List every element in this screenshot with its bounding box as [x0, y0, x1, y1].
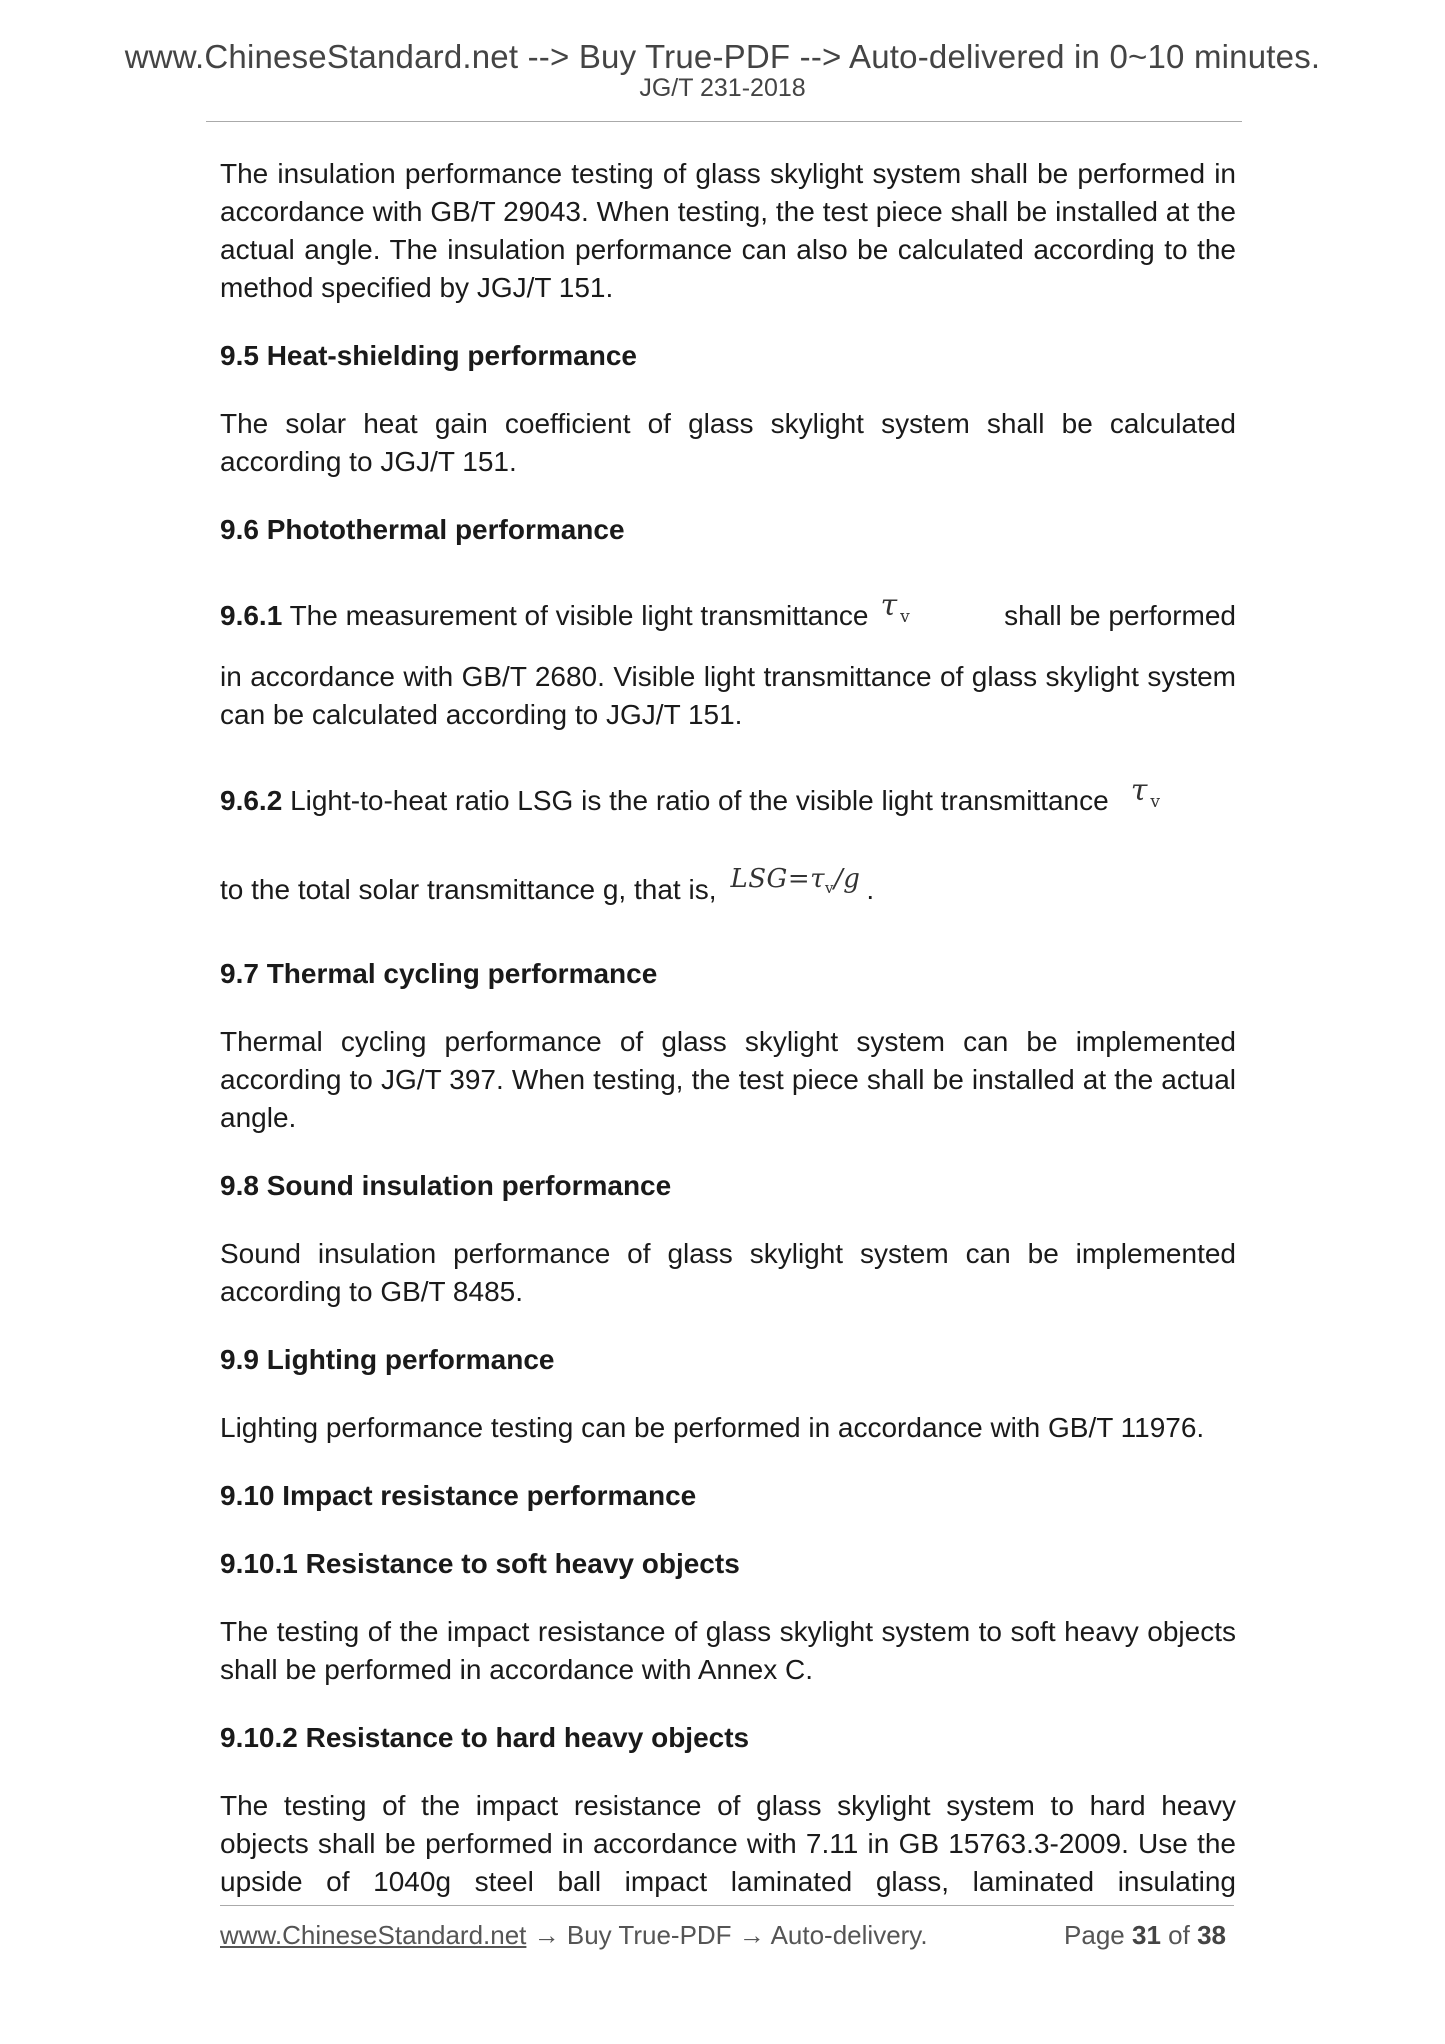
tau-v-symbol-2: τ $_v$	[1130, 773, 1160, 812]
clause-9-6-2-number: 9.6.2	[220, 785, 283, 816]
heading-9-5: 9.5 Heat-shielding performance	[220, 340, 638, 371]
paragraph-9-10-1: The testing of the impact resistance of glass skylight system to soft heavy objects shall be performed in accordance with Annex C.	[220, 1616, 1236, 1686]
paragraph-9-6-1-rest: in accordance with GB/T 2680. Visible light transmittance of glass skylight system can be calculated according to JGJ/T 151.	[220, 661, 1236, 730]
page-total: 38	[1197, 1920, 1226, 1950]
lsg-formula: $LSG=\tau_v/g$	[730, 864, 861, 898]
paragraph-9-9: Lighting performance testing can be performed in accordance with GB/T 11976.	[220, 1412, 1205, 1444]
footer-site-link[interactable]: www.ChineseStandard.net	[220, 1920, 527, 1950]
heading-9-6: 9.6 Photothermal performance	[220, 514, 625, 545]
standard-code: JG/T 231-2018	[639, 74, 806, 102]
heading-9-10-2: 9.10.2 Resistance to hard heavy objects	[220, 1722, 750, 1754]
paragraph-9-5: The solar heat gain coefficient of glass skylight system shall be calculated according to JGJ/T 151.	[220, 408, 1236, 477]
heading-9-10: 9.10 Impact resistance performance	[220, 1480, 697, 1512]
heading-9-10-1: 9.10.1 Resistance to soft heavy objects	[220, 1548, 740, 1580]
paragraph-9-7: Thermal cycling performance of glass skylight system can be implemented according to JG/T 397. When testing, the test piece shall be installed at the actual angle.	[220, 1026, 1236, 1134]
paragraph-9-6-2-line2: to the total solar transmittance g, that is, $LSG=\tau_v/g$ .	[220, 871, 1236, 919]
paragraph-insulation: The insulation performance testing of glass skylight system shall be performed in accordance with GB/T 29043. When testing, the test piece shall be installed at the actual angle. The insulation performance can also be calculated according to the method specified by JGJ/T 151.	[220, 158, 1236, 303]
paragraph-9-10-2: The testing of the impact resistance of glass skylight system to hard heavy objects shall be performed in accordance with 7.11 in GB 15763.3-2009. Use the upside of 1040g steel ball impact laminated glass, laminated insulating	[220, 1790, 1236, 1898]
footer-divider	[220, 1905, 1234, 1906]
clause-9-6-2-text-b: to the total solar transmittance g, that is,	[220, 874, 717, 905]
heading-9-7: 9.7 Thermal cycling performance	[220, 958, 658, 990]
heading-9-9: 9.9 Lighting performance	[220, 1344, 555, 1376]
footer-text: → Buy True-PDF → Auto-delivery.	[526, 1920, 928, 1950]
clause-9-6-1-text-b: shall be performed	[1004, 600, 1236, 631]
paragraph-9-8: Sound insulation performance of glass skylight system can be implemented according to GB/T 8485.	[220, 1238, 1236, 1308]
document-body	[220, 155, 1236, 1901]
paragraph-9-6-2-line1	[220, 773, 1236, 831]
clause-9-6-1-number: 9.6.1	[220, 600, 283, 631]
clause-9-6-1-text-a: The measurement of visible light transmittance	[289, 600, 869, 631]
site-banner[interactable]: www.ChineseStandard.net --> Buy True-PDF --> Auto-delivered in 0~10 minutes.	[124, 38, 1321, 75]
heading-9-8: 9.8 Sound insulation performance	[220, 1170, 672, 1202]
header-divider	[206, 121, 1242, 122]
page-number: 31	[1132, 1920, 1161, 1950]
page-footer	[220, 1920, 1226, 1951]
clause-9-6-2-text-a: Light-to-heat ratio LSG is the ratio of the visible light transmittance	[290, 785, 1109, 816]
paragraph-9-6-1-line1	[220, 588, 1236, 646]
tau-v-symbol: τ $_v$	[880, 588, 910, 627]
page-indicator: Page 31 of 38	[1064, 1920, 1226, 1950]
